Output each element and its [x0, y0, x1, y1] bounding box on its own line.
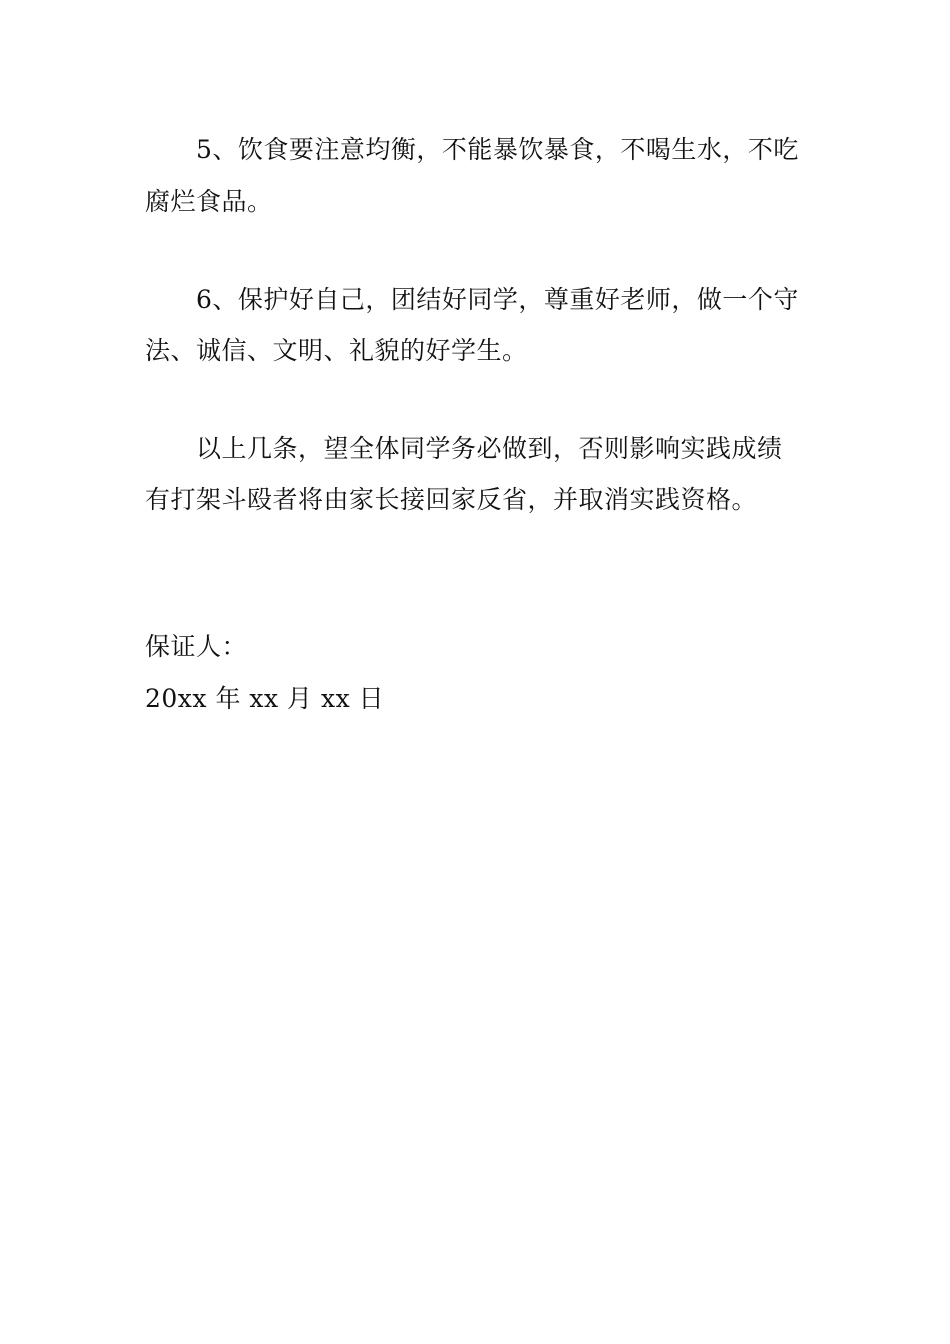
- paragraph-5-line-1: 5、饮食要注意均衡，不能暴饮暴食，不喝生水，不吃: [196, 135, 799, 164]
- closing-paragraph-line-2: 有打架斗殴者将由家长接回家反省，并取消实践资格。: [145, 485, 758, 514]
- paragraph-6-line-1: 6、保护好自己，团结好同学，尊重好老师，做一个守: [196, 285, 799, 314]
- closing-paragraph-line-1: 以上几条，望全体同学务必做到，否则影响实践成绩: [196, 434, 783, 463]
- signature-date: 20xx 年 xx 月 xx 日: [145, 684, 385, 713]
- guarantor-label: 保证人：: [145, 632, 248, 661]
- paragraph-6-line-2: 法、诚信、文明、礼貌的好学生。: [145, 336, 528, 365]
- paragraph-5-line-2: 腐烂食品。: [145, 187, 273, 216]
